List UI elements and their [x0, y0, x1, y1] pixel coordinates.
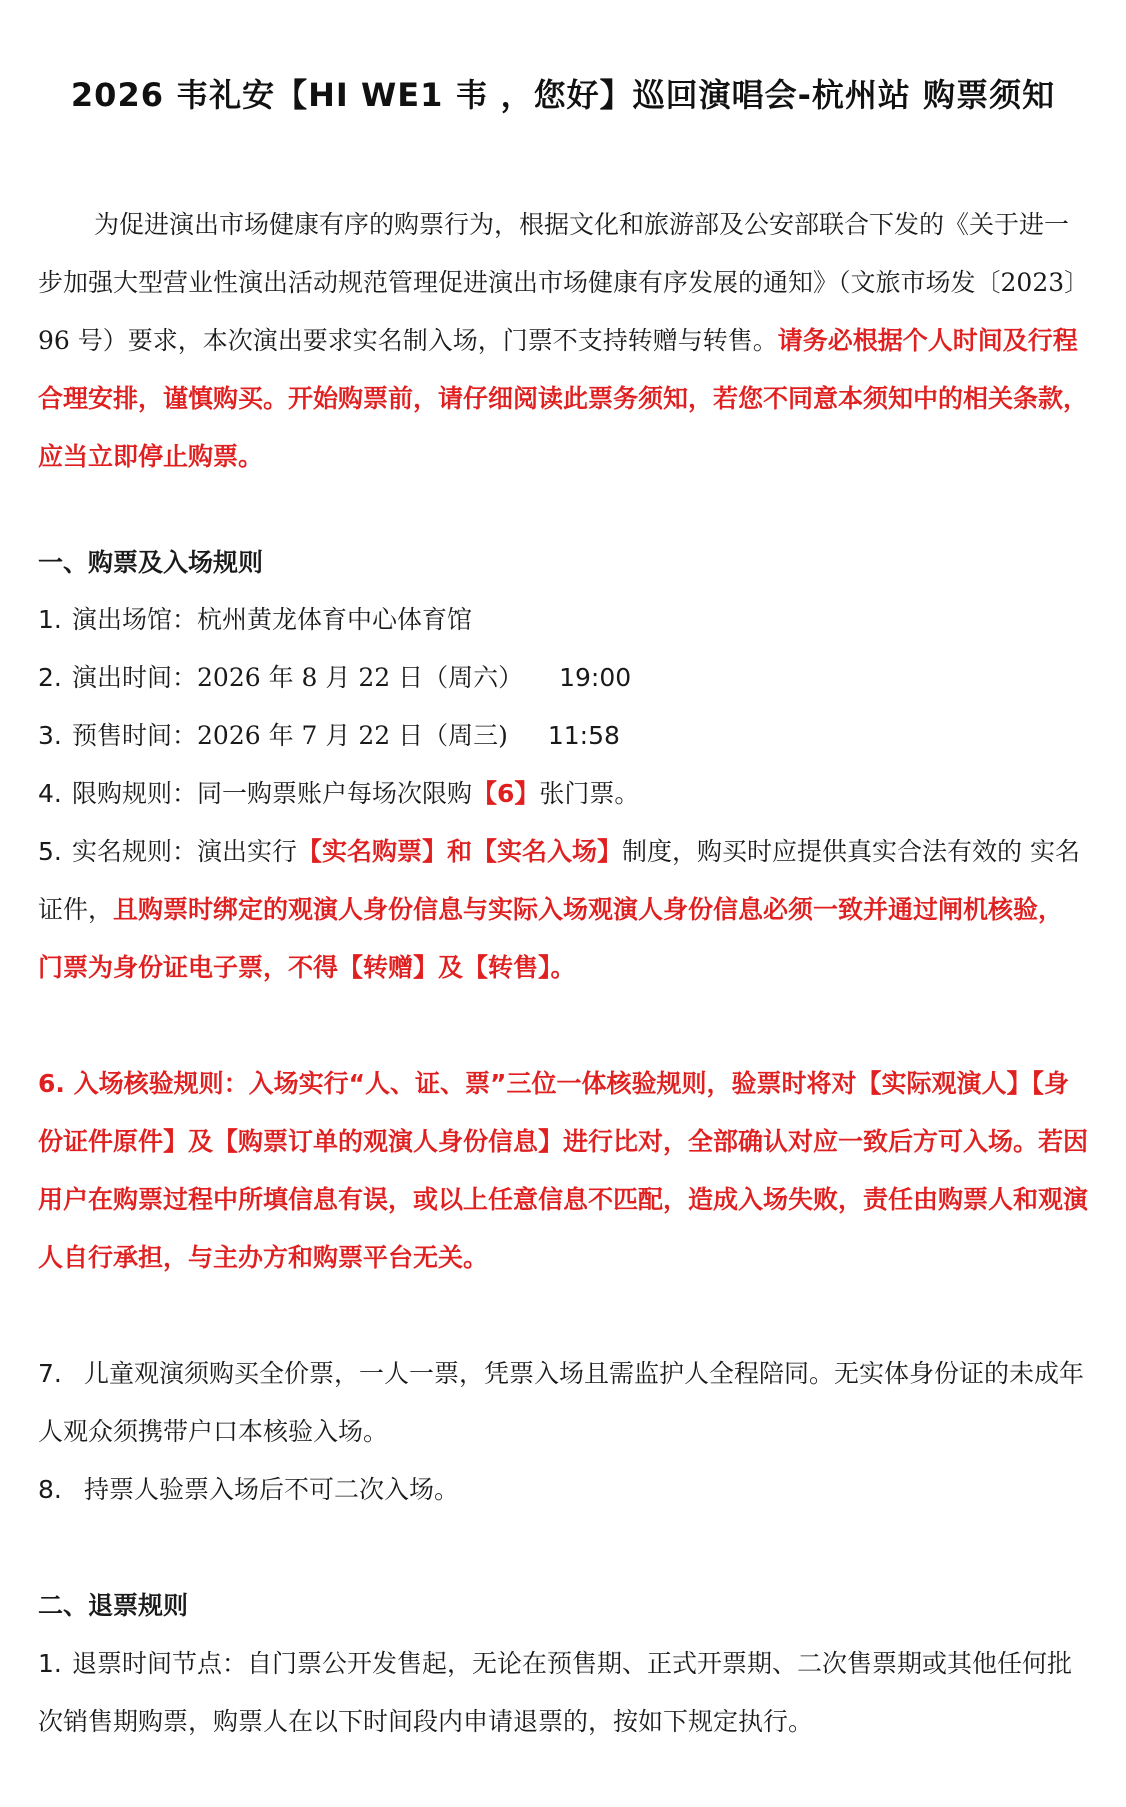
rule-children — [38, 1345, 1088, 1461]
children-text: 儿童观演须购买全价票，一人一票，凭票入场且需监护人全程陪同。无实体身份证的未成年人观众须携带户口本核验入场。 — [38, 1359, 1085, 1446]
rule-entry-verification: 6. 入场核验规则：入场实行“人、证、票”三位一体核验规则，验票时将对【实际观演人】【身份证件原件】及【购票订单的观演人身份信息】进行比对，全部确认对应一致后方可入场。若因用户在购票过程中所填信息有误，或以上任意信息不匹配，造成入场失败，责任由购票人和观演人自行承担，与主办方和购票平台无关。 — [38, 1069, 1089, 1272]
real-name-mid: 制度，购买时应提供真实合法有效的 实名证件， — [38, 837, 1080, 924]
venue-text: 演出场馆：杭州黄龙体育中心体育馆 — [72, 605, 473, 634]
rule-show-time — [38, 649, 631, 707]
rule-real-name — [38, 823, 1088, 997]
list-number: 2. — [38, 663, 62, 692]
intro-paragraph — [38, 196, 1088, 486]
real-name-warning: 且购票时绑定的观演人身份信息与实际入场观演人身份信息必须一致并通过闸机核验，门票为身份证电子票，不得【转赠】及【转售】。 — [38, 895, 1064, 982]
list-number: 5. — [38, 837, 62, 866]
real-name-policy: 【实名购票】和【实名入场】 — [297, 837, 623, 866]
list-number: 4. — [38, 779, 62, 808]
section1-heading: 一、购票及入场规则 — [38, 548, 264, 577]
rule-reentry — [38, 1461, 459, 1519]
document-title: 2026 韦礼安【HI WE1 韦 ，您好】巡回演唱会-杭州站 购票须知 — [70, 76, 1056, 114]
list-number: 7. — [38, 1359, 62, 1388]
rule-purchase-limit — [38, 765, 639, 823]
reentry-text: 持票人验票入场后不可二次入场。 — [84, 1475, 460, 1504]
section2-heading: 二、退票规则 — [38, 1591, 189, 1620]
show-time: 19:00 — [559, 663, 632, 692]
presale-label: 预售时间： — [72, 721, 198, 750]
rule-presale-time — [38, 707, 620, 765]
show-time-label: 演出时间： — [72, 663, 198, 692]
presale-time: 11:58 — [547, 721, 620, 750]
list-number: 8. — [38, 1475, 62, 1504]
intro-warning: 请务必根据个人时间及行程合理安排，谨慎购买。开始购票前，请仔细阅读此票务须知，若您不同意本须知中的相关条款，应当立即停止购票。 — [38, 326, 1089, 471]
show-date: 2026 年 8 月 22 日（周六） — [197, 663, 524, 692]
refund-timing — [38, 1635, 1088, 1751]
real-name-text: 实名规则：演出实行 — [72, 837, 298, 866]
limit-text: 限购规则：同一购票账户每场次限购 — [72, 779, 473, 808]
list-number: 3. — [38, 721, 62, 750]
rule-venue — [38, 591, 472, 649]
limit-count: 【6】 — [472, 779, 540, 808]
presale-date: 2026 年 7 月 22 日（周三) — [197, 721, 508, 750]
intro-text: 为促进演出市场健康有序的购票行为，根据文化和旅游部及公安部联合下发的《关于进一步加强大型营业性演出活动规范管理促进演出市场健康有序发展的通知》（文旅市场发〔2023〕96 号）要求，本次演出要求实名制入场，门票不支持转赠与转售。 — [38, 210, 1077, 355]
limit-suffix: 张门票。 — [539, 779, 640, 808]
refund-timing-text: 退票时间节点：自门票公开发售起，无论在预售期、正式开票期、二次售票期或其他任何批次销售期购票，购票人在以下时间段内申请退票的，按如下规定执行。 — [38, 1649, 1073, 1736]
list-number: 1. — [38, 1649, 62, 1678]
list-number: 1. — [38, 605, 62, 634]
